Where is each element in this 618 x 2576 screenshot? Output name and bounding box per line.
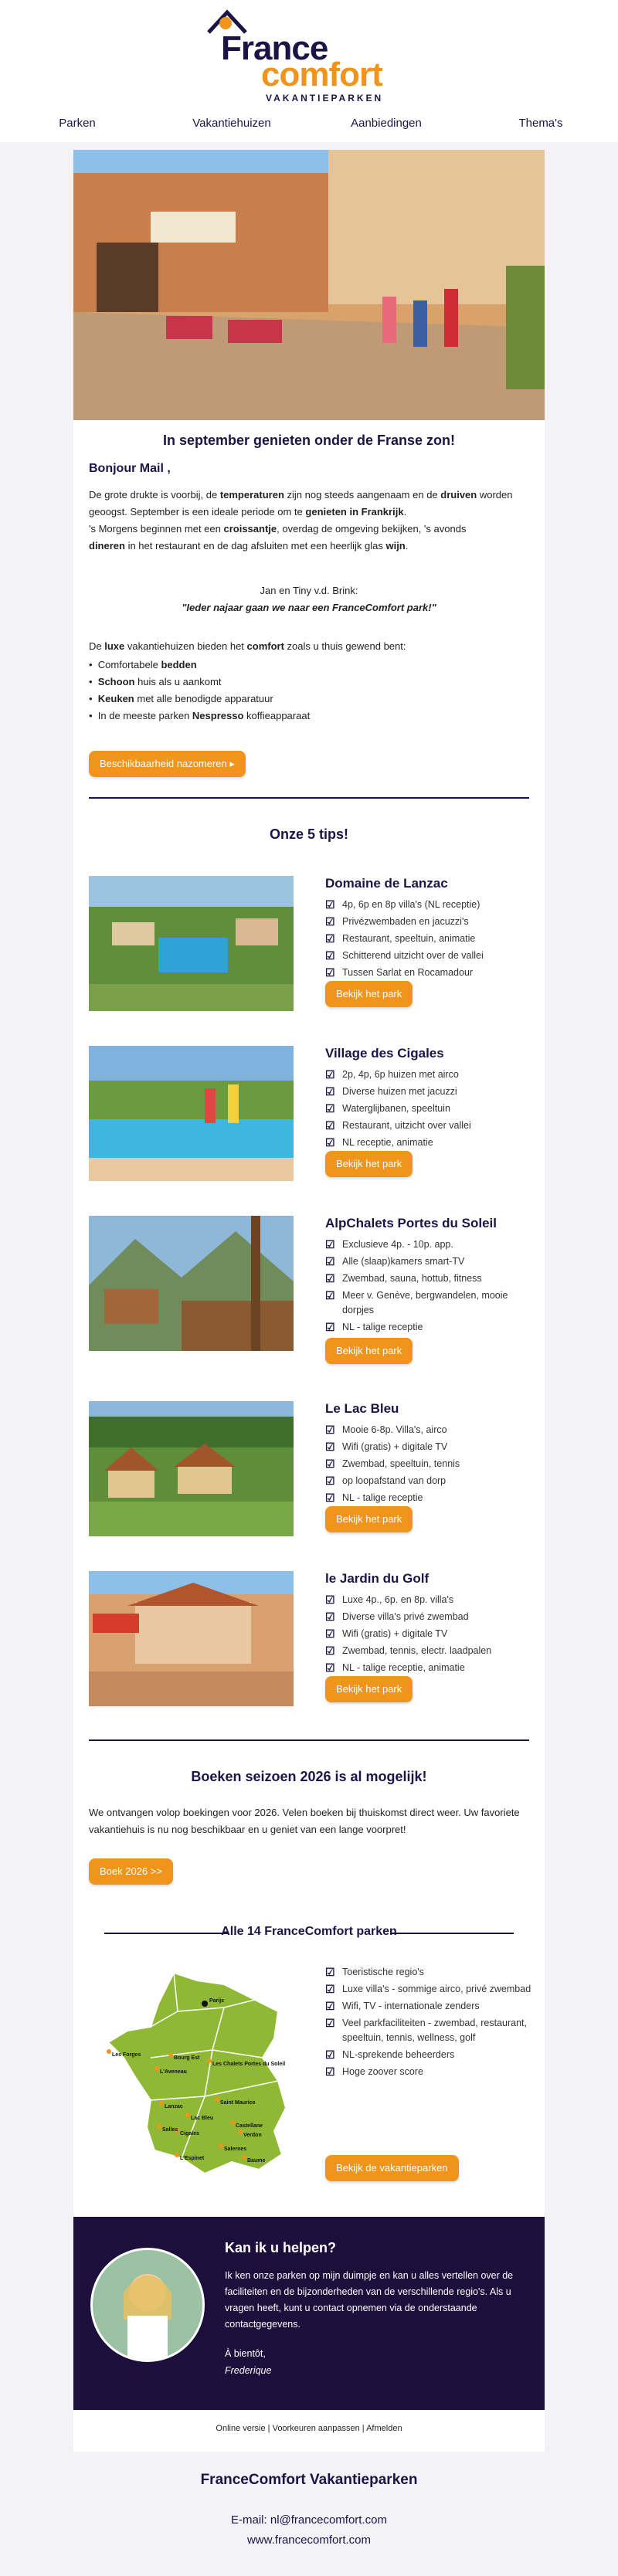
map-marker[interactable] <box>175 2153 179 2157</box>
season-text: We ontvangen volop boekingen voor 2026. Velen boeken bij thuiskomst direct weer. Uw favoriete vakantiehuis is nu nog beschikbaar en u geniet van een lange voorpret! <box>89 1807 520 1835</box>
park-title-alpchalets[interactable]: AlpChalets Portes du Soleil <box>325 1216 497 1230</box>
park-image-lanzac[interactable] <box>89 876 294 1011</box>
park-image-lac-bleu[interactable] <box>89 1401 294 1536</box>
check-icon: ☑ <box>325 1085 335 1098</box>
check-icon: ☑ <box>325 932 335 945</box>
check-icon: ☑ <box>325 898 335 911</box>
check-icon: ☑ <box>325 1661 335 1674</box>
testimonial-quote: "Ieder najaar gaan we naar een FranceComfort park!" <box>182 602 436 613</box>
map-label: L'Aveneau <box>160 2069 187 2075</box>
park-features-lac-bleu: ☑ Mooie 6-8p. Villa's, airco ☑ Wifi (gratis) + digitale TV ☑ Zwembad, speeltuin, tennis ☑ op loopafstand van dorp ☑ NL - talige receptie <box>325 1424 460 1504</box>
map-marker[interactable] <box>238 2130 243 2134</box>
park-title-lanzac[interactable]: Domaine de Lanzac <box>325 876 448 891</box>
check-icon: ☑ <box>325 1610 335 1623</box>
check-icon: ☑ <box>325 1627 335 1640</box>
map-label: Salles <box>162 2127 178 2133</box>
check-icon: ☑ <box>325 1424 335 1436</box>
list-item: • In de meeste parken Nespresso koffieapparaat <box>89 710 311 721</box>
map-marker[interactable] <box>107 2049 111 2054</box>
company-email[interactable]: E-mail: nl@francecomfort.com <box>231 2513 387 2527</box>
book-2026-button[interactable]: Boek 2026 >> <box>89 1858 173 1885</box>
france-map[interactable] <box>89 1965 309 2185</box>
check-icon: ☑ <box>325 915 335 928</box>
divider <box>89 797 529 799</box>
map-label: Les Chalets Portes du Soleil <box>212 2062 286 2067</box>
logo-word-france: France <box>221 29 328 67</box>
nav-themas[interactable]: Thema's <box>518 117 563 130</box>
divider <box>89 1739 529 1741</box>
park-title-lac-bleu[interactable]: Le Lac Bleu <box>325 1401 399 1416</box>
check-icon: ☑ <box>325 2048 335 2061</box>
map-marker[interactable] <box>185 2113 190 2117</box>
view-park-button-lac-bleu[interactable]: Bekijk het park <box>325 1506 413 1532</box>
check-icon: ☑ <box>325 2065 335 2078</box>
check-icon: ☑ <box>325 1102 335 1115</box>
check-icon: ☑ <box>325 1238 335 1251</box>
footer-links[interactable]: Online versie | Voorkeuren aanpassen | Afmelden <box>216 2424 402 2433</box>
map-marker[interactable] <box>230 2120 235 2125</box>
tips-heading: Onze 5 tips! <box>269 826 348 842</box>
hero-image[interactable] <box>73 150 545 420</box>
park-image-alpchalets[interactable] <box>89 1216 294 1351</box>
check-icon: ☑ <box>325 1441 335 1453</box>
check-icon: ☑ <box>325 1966 335 1978</box>
francecomfort-logo[interactable] <box>202 8 396 104</box>
check-icon: ☑ <box>325 2000 335 2012</box>
park-title-cigales[interactable]: Village des Cigales <box>325 1046 444 1061</box>
check-icon: ☑ <box>325 966 335 979</box>
nav-parken[interactable]: Parken <box>59 117 96 130</box>
greeting: Bonjour Mail , <box>89 462 171 475</box>
all-parks-heading: Alle 14 FranceComfort parken <box>221 1925 397 1938</box>
intro-heading: In september genieten onder de Franse zon! <box>162 433 456 448</box>
map-marker[interactable] <box>159 2101 164 2106</box>
check-icon: ☑ <box>325 1475 335 1487</box>
all-parks-features: ☑ Toeristische regio's ☑ Luxe villa's - sommige airco, privé zwembad ☑ Wifi, TV - internationale zenders ☑ Veel parkfaciliteiten - zwembad, restaurant, speeltuin, tennis, wellness, golf ☑ NL-sprekende beheerders ☑ Hoge zoover score <box>325 1966 531 2078</box>
check-icon: ☑ <box>325 2017 335 2029</box>
park-features-jardin-du-golf: ☑ Luxe 4p., 6p. en 8p. villa's ☑ Diverse villa's privé zwembad ☑ Wifi (gratis) + digitale TV ☑ Zwembad, tennis, electr. laadpalen ☑ NL - talige receptie, animatie <box>325 1593 492 1674</box>
map-label: Parijs <box>209 1998 225 2004</box>
map-label: Lanzac <box>165 2104 183 2109</box>
comfort-list <box>89 657 529 725</box>
map-marker[interactable] <box>207 2058 212 2063</box>
map-label: Baume <box>247 2158 266 2164</box>
map-label: Les Forges <box>112 2052 141 2058</box>
view-park-button-jardin-du-golf[interactable]: Bekijk het park <box>325 1676 413 1702</box>
check-icon: ☑ <box>325 949 335 962</box>
list-item: • Keuken met alle benodigde apparatuur <box>89 693 273 704</box>
company-name: FranceComfort Vakantieparken <box>200 2472 418 2488</box>
map-label: Verdon <box>243 2133 262 2138</box>
nav-vakantiehuizen[interactable]: Vakantiehuizen <box>192 117 271 130</box>
view-park-button-lanzac[interactable]: Bekijk het park <box>325 981 413 1007</box>
list-item: • Schoon huis als u aankomt <box>89 676 222 687</box>
map-marker[interactable] <box>219 2143 223 2148</box>
main-nav <box>0 114 618 142</box>
avatar <box>90 2248 205 2362</box>
header <box>0 0 618 142</box>
comfort-intro: De luxe vakantiehuizen bieden het comfort zoals u thuis gewend bent: <box>89 640 406 652</box>
map-label: Castellane <box>236 2123 263 2129</box>
park-image-cigales[interactable] <box>89 1046 294 1181</box>
park-title-jardin-du-golf[interactable]: le Jardin du Golf <box>325 1571 430 1586</box>
check-icon: ☑ <box>325 1644 335 1657</box>
park-image-jardin-du-golf[interactable] <box>89 1571 294 1706</box>
check-icon: ☑ <box>325 1983 335 1995</box>
testimonial-author: Jan en Tiny v.d. Brink: <box>260 585 358 596</box>
check-icon: ☑ <box>325 1068 335 1081</box>
check-icon: ☑ <box>325 1119 335 1132</box>
logo-word-comfort: comfort <box>261 56 382 93</box>
park-features-cigales: ☑ 2p, 4p, 6p huizen met airco ☑ Diverse huizen met jacuzzi ☑ Waterglijbanen, speeltuin ☑ Restaurant, uitzicht over vallei ☑ NL receptie, animatie <box>325 1068 471 1149</box>
help-box <box>73 2217 545 2410</box>
check-icon: ☑ <box>325 1321 335 1333</box>
list-item: • Comfortabele bedden <box>89 659 197 670</box>
availability-button[interactable]: Beschikbaarheid nazomeren ▸ <box>89 751 246 777</box>
check-icon: ☑ <box>325 1492 335 1504</box>
map-label: Saint Maurice <box>220 2100 256 2106</box>
map-marker[interactable] <box>157 2124 161 2129</box>
view-holiday-parks-button[interactable]: Bekijk de vakantieparken <box>325 2155 459 2181</box>
season-heading: Boeken seizoen 2026 is al mogelijk! <box>191 1769 427 1784</box>
map-label: Cigales <box>180 2131 199 2136</box>
check-icon: ☑ <box>325 1255 335 1268</box>
email-card <box>73 150 545 2452</box>
company-website[interactable]: www.francecomfort.com <box>246 2534 372 2547</box>
help-signoff: À bientôt, <box>225 2348 266 2359</box>
view-park-button-cigales[interactable]: Bekijk het park <box>325 1151 413 1177</box>
park-features-alpchalets: ☑ Exclusieve 4p. - 10p. app. ☑ Alle (slaap)kamers smart-TV ☑ Zwembad, sauna, hottub, fitness ☑ Meer v. Genève, bergwandelen, mooie dorpjes ☑ NL - talige receptie <box>325 1238 508 1333</box>
help-text: Ik ken onze parken op mijn duimpje en kan u alles vertellen over de faciliteiten en de bijzonderheden van de verschillende regio's. Als u vragen heeft, kunt u contact opnemen via de onderstaande contactgegevens. <box>225 2270 514 2330</box>
nav-aanbiedingen[interactable]: Aanbiedingen <box>351 117 422 130</box>
map-label: L'Espinet <box>180 2156 205 2161</box>
map-label: Bourg Est <box>174 2055 200 2061</box>
check-icon: ☑ <box>325 1289 335 1302</box>
check-icon: ☑ <box>325 1272 335 1285</box>
help-heading: Kan ik u helpen? <box>225 2240 337 2255</box>
park-features-lanzac: ☑ 4p, 6p en 8p villa's (NL receptie) ☑ Privézwembaden en jacuzzi's ☑ Restaurant, speeltuin, animatie ☑ Schitterend uitzicht over de vallei ☑ Tussen Sarlat en Rocamadour <box>325 898 484 979</box>
map-label: Salernes <box>224 2147 247 2152</box>
map-marker[interactable] <box>215 2097 219 2102</box>
map-marker[interactable] <box>242 2155 246 2160</box>
logo-tagline: VAKANTIEPARKEN <box>266 93 384 104</box>
map-marker[interactable] <box>154 2066 159 2071</box>
view-park-button-alpchalets[interactable]: Bekijk het park <box>325 1338 413 1364</box>
help-signature: Frederique <box>225 2365 272 2376</box>
check-icon: ☑ <box>325 1136 335 1149</box>
map-label: Lac Bleu <box>191 2116 214 2121</box>
check-icon: ☑ <box>325 1458 335 1470</box>
map-marker[interactable] <box>168 2052 173 2057</box>
intro-paragraph: De grote drukte is voorbij, de temperaturen zijn nog steeds aangenaam en de druiven worden geoogst. September is een ideale periode om te genieten in Frankrijk. 's Morgens beginnen met een croissantje, overdag de omgeving bekijken, 's avonds dineren in het restaurant en de dag afsluiten met een heerlijk glas wijn. <box>89 489 513 552</box>
check-icon: ☑ <box>325 1593 335 1606</box>
